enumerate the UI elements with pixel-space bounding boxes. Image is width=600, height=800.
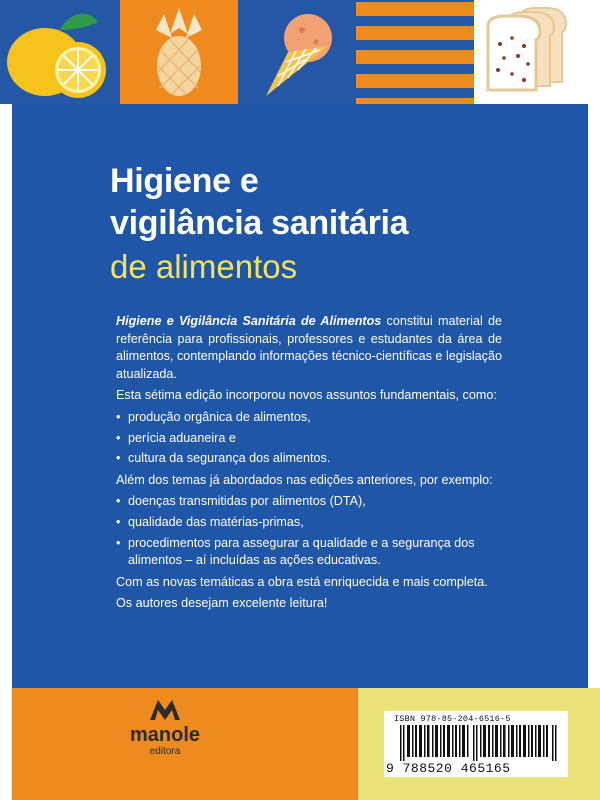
title-line-1: Higiene e (110, 162, 259, 200)
bullet: • (116, 494, 121, 509)
lemon-illustration (0, 0, 120, 104)
intro-text: constitui material de referência para profissionais, professores e estudantes da área de alimentos, contemplando informações técnico-científicas e legislação atualizada. (116, 314, 502, 381)
back-cover-text (116, 313, 502, 617)
bullet: • (116, 430, 121, 445)
barcode-digits: 9 788520 465165 (386, 761, 511, 776)
cover-subtitle: de alimentos (110, 248, 298, 285)
barcode-icon (400, 725, 562, 761)
publisher-logo (128, 696, 202, 757)
new-topics-list (116, 409, 502, 468)
cover-title (110, 160, 408, 244)
list-item: • perícia aduaneira e (116, 430, 502, 448)
previous-topics-list (116, 493, 502, 569)
list-item: • doenças transmitidas por alimentos (DTA), (116, 493, 502, 511)
publisher-subname: editora (149, 746, 181, 757)
isbn-label: ISBN 978-85-204-6516-5 (394, 714, 511, 724)
ice-cream-cone-illustration (238, 0, 356, 104)
stripes-tile (356, 0, 474, 104)
closing-line-1: Com as novas temáticas a obra está enriquecida e mais completa. (116, 574, 488, 589)
lemon-tile (0, 0, 120, 104)
list-item: • cultura da segurança dos alimentos. (116, 450, 502, 468)
title-line-2: vigilância sanitária (110, 204, 409, 242)
list-item: • qualidade das matérias-primas, (116, 514, 502, 532)
stripes-pattern (356, 0, 474, 104)
previous-topics-intro: Além dos temas já abordados nas edições anteriores, por exemplo: (116, 472, 493, 487)
bread-tile (474, 0, 600, 104)
bullet: • (116, 409, 121, 424)
book-title-inline: Higiene e Vigilância Sanitária de Alimentos (116, 314, 382, 328)
top-illustration-strip (0, 0, 600, 104)
list-item: • procedimentos para assegurar a qualidade e a segurança dos alimentos – aí incluídas as ações educativas. (116, 535, 475, 568)
bread-slices-illustration (474, 0, 600, 104)
new-topics-intro: Esta sétima edição incorporou novos assuntos fundamentais, como: (116, 388, 497, 403)
manole-logo-icon (148, 696, 182, 722)
bullet: • (116, 451, 121, 466)
publisher-name: manole (129, 724, 201, 746)
bullet: • (116, 514, 121, 529)
pineapple-illustration (120, 0, 238, 104)
bullet: • (116, 535, 121, 550)
pineapple-tile (120, 0, 238, 104)
closing-line-2: Os autores desejam excelente leitura! (116, 596, 328, 611)
intro-paragraph (116, 313, 502, 383)
list-item: • produção orgânica de alimentos, (116, 409, 502, 427)
ice-cream-tile (238, 0, 356, 104)
